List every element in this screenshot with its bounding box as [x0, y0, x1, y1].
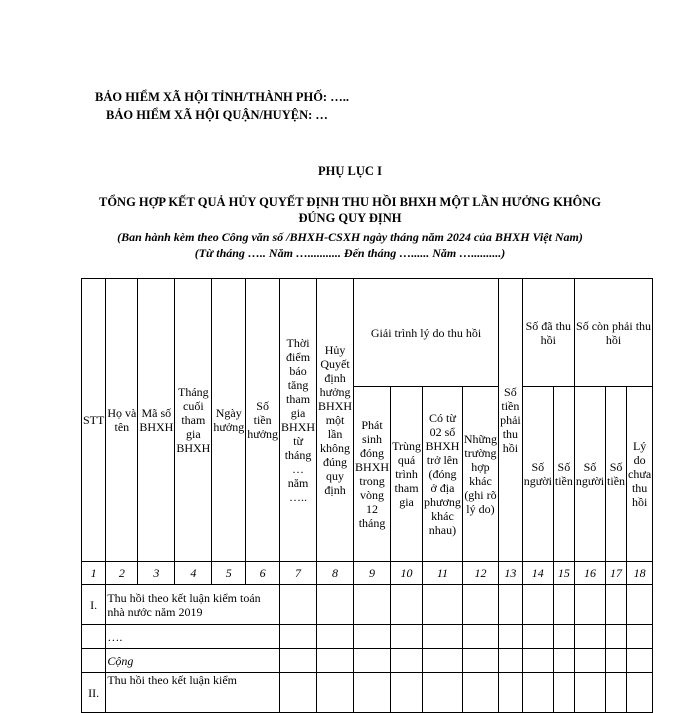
col-number: 17 — [606, 562, 627, 585]
header-reason-arise: Phát sinh đóng BHXH trong vòng 12 tháng — [354, 387, 391, 562]
org-province: BẢO HIỂM XÃ HỘI TỈNH/THÀNH PHỐ: ….. — [95, 90, 349, 104]
header-explain-group: Giải trình lý do thu hồi — [354, 279, 499, 387]
col-number: 16 — [574, 562, 605, 585]
col-number: 14 — [522, 562, 553, 585]
col-number: 8 — [317, 562, 354, 585]
header-cancel-decision: Hủy Quyết định hưởng BHXH một lần không đúng quy định — [317, 279, 354, 562]
header-bhxh-no: Mã số BHXH — [138, 279, 175, 562]
total-row — [82, 649, 653, 673]
header-recovered-people: Số người — [522, 387, 553, 562]
appendix-label: PHỤ LỤC I — [318, 164, 382, 178]
summary-table — [81, 278, 653, 713]
org-district: BẢO HIỂM XÃ HỘI QUẬN/HUYỆN: … — [106, 108, 328, 122]
header-reason-multi: Có từ 02 sổ BHXH trở lên (đóng ở địa phương khác nhau) — [423, 387, 463, 562]
section-title: Thu hồi theo kết luận kiểm toán nhà nước năm 2019 — [106, 585, 280, 625]
header-amount-to-recover: Số tiền phải thu hồi — [499, 279, 523, 562]
col-number: 6 — [246, 562, 280, 585]
row-ellipsis: …. — [106, 625, 280, 649]
col-number: 5 — [212, 562, 246, 585]
section-roman: I. — [82, 585, 106, 625]
column-number-row — [82, 562, 653, 585]
col-number: 1 — [82, 562, 106, 585]
col-number: 11 — [423, 562, 463, 585]
col-number: 7 — [280, 562, 317, 585]
placeholder-row — [82, 625, 653, 649]
header-increase-time: Thời điểm báo tăng tham gia BHXH từ tháng … năm ….. — [280, 279, 317, 562]
col-number: 12 — [462, 562, 498, 585]
header-benefit-date: Ngày hưởng — [212, 279, 246, 562]
issued-note: (Ban hành kèm theo Công văn số /BHXH-CSXH ngày tháng năm 2024 của BHXH Việt Nam) — [117, 230, 583, 244]
section-roman: II. — [82, 673, 106, 713]
header-remaining-people: Số người — [574, 387, 605, 562]
total-label: Cộng — [106, 649, 280, 673]
header-reason-other: Những trường hợp khác (ghi rõ lý do) — [462, 387, 498, 562]
col-number: 13 — [499, 562, 523, 585]
header-last-month: Tháng cuối tham gia BHXH — [175, 279, 212, 562]
header-remaining-reason: Lý do chưa thu hồi — [627, 387, 653, 562]
header-reason-overlap: Trùng quá trình tham gia — [391, 387, 423, 562]
header-name: Họ và tên — [106, 279, 138, 562]
col-number: 2 — [106, 562, 138, 585]
section-title: Thu hồi theo kết luận kiểm — [106, 673, 280, 713]
header-recovered-group: Số đã thu hồi — [522, 279, 574, 387]
header-recovered-money: Số tiền — [553, 387, 574, 562]
doc-title-line2: ĐÚNG QUY ĐỊNH — [298, 211, 402, 225]
col-number: 18 — [627, 562, 653, 585]
col-number: 3 — [138, 562, 175, 585]
col-number: 9 — [354, 562, 391, 585]
section-row — [82, 585, 653, 625]
doc-title-line1: TỔNG HỢP KẾT QUẢ HỦY QUYẾT ĐỊNH THU HỒI BHXH MỘT LẦN HƯỞNG KHÔNG — [98, 195, 602, 209]
header-remaining-money: Số tiền — [606, 387, 627, 562]
header-benefit-amount: Số tiền hưởng — [246, 279, 280, 562]
col-number: 15 — [553, 562, 574, 585]
col-number: 10 — [391, 562, 423, 585]
period-note: (Từ tháng ….. Năm …........... Đến tháng …...... Năm …..........) — [194, 246, 506, 260]
section-row — [82, 673, 653, 713]
col-number: 4 — [175, 562, 212, 585]
header-remaining-group: Số còn phải thu hồi — [574, 279, 652, 387]
header-stt: STT — [82, 279, 106, 562]
